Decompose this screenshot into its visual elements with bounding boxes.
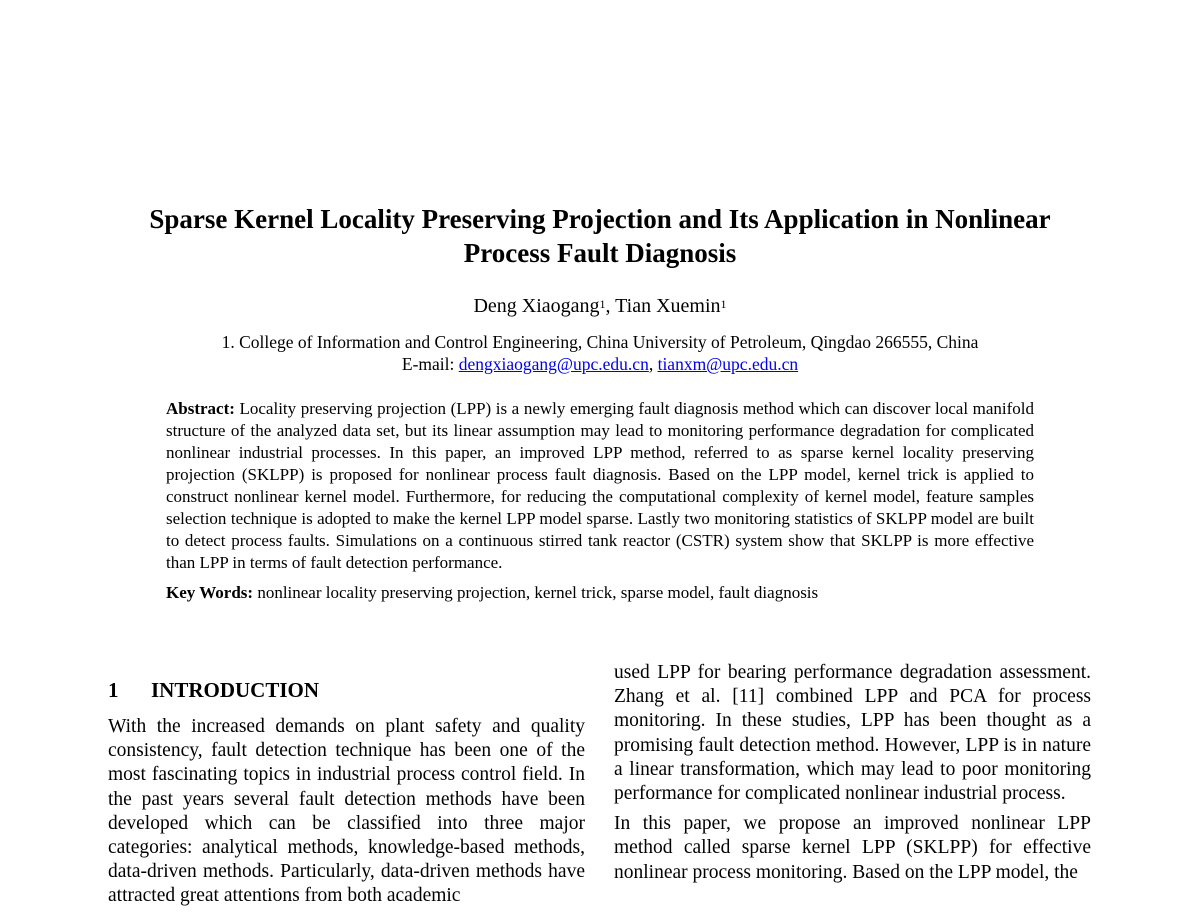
intro-paragraph-2: In this paper, we propose an improved nonlinear LPP method called sparse kernel LPP (SKLPP) for effective nonlinear process monitoring. Based on the LPP model, the xyxy=(614,813,1091,883)
section-title: INTRODUCTION xyxy=(151,678,320,702)
intro-paragraph-1: With the increased demands on plant safety and quality consistency, fault detection technique has been one of the most fascinating topics in industrial process control field. In the past years several fault detection methods have been developed which can be classified into three major categories: analytical methods, knowledge-based methods, data-driven methods. Particularly, data-driven methods have attracted great attentions from both academic xyxy=(108,716,585,907)
author-2-affiliation-mark: 1 xyxy=(720,297,727,311)
email-line xyxy=(0,353,1200,375)
email-label: E-mail: xyxy=(401,354,459,374)
keywords-label: Key Words: xyxy=(166,583,254,602)
author-2: Tian Xuemin xyxy=(615,295,721,317)
intro-paragraph-continued: used LPP for bearing performance degradation assessment. Zhang et al. [11] combined LPP and PCA for process monitoring. In these studies, LPP has been thought as a promising fault detection method. However, LPP is in nature a linear transformation, which may lead to poor monitoring performance for complicated nonlinear industrial process. xyxy=(614,662,1091,805)
email-link-2[interactable]: tianxm@upc.edu.cn xyxy=(657,354,799,374)
affiliation-block xyxy=(0,331,1200,375)
left-column xyxy=(108,715,585,915)
author-1: Deng Xiaogang xyxy=(473,295,600,317)
abstract-label: Abstract: xyxy=(166,399,235,418)
section-heading xyxy=(108,676,319,704)
author-separator: , xyxy=(605,295,616,317)
keywords-text: nonlinear locality preserving projection, kernel trick, sparse model, fault diagnosis xyxy=(253,583,819,602)
affiliation: 1. College of Information and Control Engineering, China University of Petroleum, Qingdao 266555, China xyxy=(221,332,979,352)
abstract-text: Locality preserving projection (LPP) is a newly emerging fault diagnosis method which can discover local manifold structure of the analyzed data set, but its linear assumption may lead to monitoring performance degradation for complicated nonlinear industrial processes. In this paper, an improved LPP method, referred to as sparse kernel locality preserving projection (SKLPP) is proposed for nonlinear process fault diagnosis. Based on the LPP model, kernel trick is applied to construct nonlinear kernel model. Furthermore, for reducing the computational complexity of kernel model, feature samples selection technique is adopted to make the kernel LPP model sparse. Lastly two monitoring statistics of SKLPP model are built to detect process faults. Simulations on a continuous stirred tank reactor (CSTR) system show that SKLPP is more effective than LPP in terms of fault detection performance. xyxy=(166,399,1034,572)
abstract xyxy=(166,398,1034,574)
authors xyxy=(0,292,1200,320)
title-line-1: Sparse Kernel Locality Preserving Projection and Its Application in Nonlinear xyxy=(149,204,1051,234)
title-line-2: Process Fault Diagnosis xyxy=(463,238,737,268)
author-1-affiliation-mark: 1 xyxy=(599,297,606,311)
section-number: 1 xyxy=(108,678,119,702)
keywords xyxy=(166,582,1034,604)
email-separator: , xyxy=(648,354,658,374)
paper-title xyxy=(100,202,1100,270)
email-link-1[interactable]: dengxiaogang@upc.edu.cn xyxy=(458,354,649,374)
right-column xyxy=(614,661,1091,891)
